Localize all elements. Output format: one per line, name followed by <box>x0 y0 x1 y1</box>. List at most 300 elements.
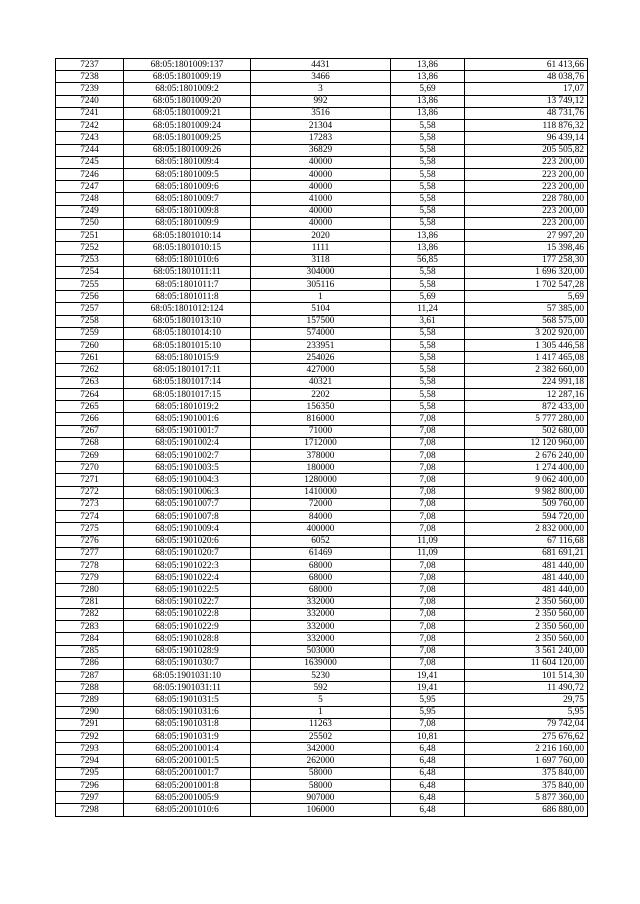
row-number-cell: 7261 <box>56 352 124 364</box>
table-row <box>56 718 588 730</box>
cadastral-value-cell: 1 274 400,00 <box>465 462 588 474</box>
cadastral-number-cell: 68:05:1801011:11 <box>124 266 251 278</box>
area-cell: 1410000 <box>251 486 391 498</box>
cadastral-value-cell: 224 991,18 <box>465 376 588 388</box>
row-number-cell: 7274 <box>56 511 124 523</box>
row-number-cell: 7296 <box>56 779 124 791</box>
table-row <box>56 144 588 156</box>
cadastral-value-cell: 481 440,00 <box>465 584 588 596</box>
specific-value-cell: 5,58 <box>391 266 465 278</box>
row-number-cell: 7246 <box>56 168 124 180</box>
row-number-cell: 7264 <box>56 388 124 400</box>
specific-value-cell: 3,61 <box>391 315 465 327</box>
table-row <box>56 694 588 706</box>
cadastral-number-cell: 68:05:2001001:4 <box>124 743 251 755</box>
row-number-cell: 7281 <box>56 596 124 608</box>
cadastral-number-cell: 68:05:1801009:8 <box>124 205 251 217</box>
table-row <box>56 278 588 290</box>
specific-value-cell: 5,58 <box>391 120 465 132</box>
specific-value-cell: 7,08 <box>391 596 465 608</box>
area-cell: 36829 <box>251 144 391 156</box>
specific-value-cell: 7,08 <box>391 474 465 486</box>
cadastral-number-cell: 68:05:1801009:26 <box>124 144 251 156</box>
cadastral-number-cell: 68:05:1901002:4 <box>124 437 251 449</box>
specific-value-cell: 10,81 <box>391 731 465 743</box>
table-row <box>56 95 588 107</box>
specific-value-cell: 6,48 <box>391 792 465 804</box>
specific-value-cell: 5,58 <box>391 376 465 388</box>
cadastral-value-cell: 5,95 <box>465 706 588 718</box>
cadastral-value-cell: 11 490,72 <box>465 682 588 694</box>
cadastral-number-cell: 68:05:1901031:8 <box>124 718 251 730</box>
cadastral-number-cell: 68:05:1901009:4 <box>124 523 251 535</box>
table-row <box>56 291 588 303</box>
cadastral-number-cell: 68:05:1801015:9 <box>124 352 251 364</box>
cadastral-number-cell: 68:05:1801009:20 <box>124 95 251 107</box>
area-cell: 1 <box>251 706 391 718</box>
specific-value-cell: 7,08 <box>391 645 465 657</box>
table-row <box>56 388 588 400</box>
area-cell: 332000 <box>251 621 391 633</box>
cadastral-number-cell: 68:05:1901022:8 <box>124 608 251 620</box>
table-body <box>56 59 588 817</box>
cadastral-value-cell: 1 305 446,58 <box>465 340 588 352</box>
row-number-cell: 7285 <box>56 645 124 657</box>
cadastral-value-table <box>55 58 588 817</box>
cadastral-number-cell: 68:05:1901022:4 <box>124 572 251 584</box>
table-row <box>56 584 588 596</box>
specific-value-cell: 19,41 <box>391 669 465 681</box>
area-cell: 574000 <box>251 327 391 339</box>
area-cell: 427000 <box>251 364 391 376</box>
table-row <box>56 352 588 364</box>
cadastral-value-cell: 1 697 760,00 <box>465 755 588 767</box>
row-number-cell: 7252 <box>56 242 124 254</box>
row-number-cell: 7256 <box>56 291 124 303</box>
cadastral-value-cell: 17,07 <box>465 83 588 95</box>
area-cell: 40000 <box>251 217 391 229</box>
specific-value-cell: 5,95 <box>391 694 465 706</box>
specific-value-cell: 7,08 <box>391 572 465 584</box>
cadastral-value-cell: 2 350 560,00 <box>465 608 588 620</box>
specific-value-cell: 5,58 <box>391 388 465 400</box>
table-row <box>56 608 588 620</box>
table-row <box>56 168 588 180</box>
row-number-cell: 7282 <box>56 608 124 620</box>
cadastral-value-cell: 2 676 240,00 <box>465 450 588 462</box>
row-number-cell: 7268 <box>56 437 124 449</box>
cadastral-number-cell: 68:05:1801015:10 <box>124 340 251 352</box>
area-cell: 378000 <box>251 450 391 462</box>
cadastral-number-cell: 68:05:1801009:2 <box>124 83 251 95</box>
cadastral-number-cell: 68:05:1801017:15 <box>124 388 251 400</box>
row-number-cell: 7272 <box>56 486 124 498</box>
table-row <box>56 303 588 315</box>
area-cell: 503000 <box>251 645 391 657</box>
area-cell: 41000 <box>251 193 391 205</box>
area-cell: 6052 <box>251 535 391 547</box>
cadastral-number-cell: 68:05:1901031:9 <box>124 731 251 743</box>
cadastral-number-cell: 68:05:2001001:8 <box>124 779 251 791</box>
table-row <box>56 315 588 327</box>
area-cell: 816000 <box>251 413 391 425</box>
cadastral-number-cell: 68:05:1801009:21 <box>124 107 251 119</box>
cadastral-number-cell: 68:05:1901031:6 <box>124 706 251 718</box>
area-cell: 3516 <box>251 107 391 119</box>
table-row <box>56 535 588 547</box>
specific-value-cell: 5,58 <box>391 156 465 168</box>
specific-value-cell: 6,48 <box>391 755 465 767</box>
row-number-cell: 7271 <box>56 474 124 486</box>
area-cell: 157500 <box>251 315 391 327</box>
cadastral-number-cell: 68:05:1801017:14 <box>124 376 251 388</box>
cadastral-value-cell: 5,69 <box>465 291 588 303</box>
cadastral-value-cell: 594 720,00 <box>465 511 588 523</box>
cadastral-number-cell: 68:05:1901002:7 <box>124 450 251 462</box>
area-cell: 21304 <box>251 120 391 132</box>
table-row <box>56 596 588 608</box>
table-row <box>56 83 588 95</box>
area-cell: 332000 <box>251 608 391 620</box>
table-row <box>56 413 588 425</box>
specific-value-cell: 5,58 <box>391 364 465 376</box>
cadastral-value-cell: 57 385,00 <box>465 303 588 315</box>
specific-value-cell: 5,58 <box>391 340 465 352</box>
area-cell: 907000 <box>251 792 391 804</box>
table-row <box>56 792 588 804</box>
row-number-cell: 7283 <box>56 621 124 633</box>
specific-value-cell: 11,09 <box>391 535 465 547</box>
specific-value-cell: 5,69 <box>391 83 465 95</box>
specific-value-cell: 5,58 <box>391 278 465 290</box>
area-cell: 72000 <box>251 498 391 510</box>
cadastral-number-cell: 68:05:1801010:14 <box>124 230 251 242</box>
row-number-cell: 7245 <box>56 156 124 168</box>
row-number-cell: 7257 <box>56 303 124 315</box>
area-cell: 5230 <box>251 669 391 681</box>
cadastral-number-cell: 68:05:1801009:19 <box>124 71 251 83</box>
table-row <box>56 107 588 119</box>
cadastral-value-cell: 2 216 160,00 <box>465 743 588 755</box>
cadastral-number-cell: 68:05:1901007:7 <box>124 498 251 510</box>
cadastral-value-cell: 502 680,00 <box>465 425 588 437</box>
specific-value-cell: 7,08 <box>391 498 465 510</box>
specific-value-cell: 7,08 <box>391 511 465 523</box>
table-row <box>56 731 588 743</box>
cadastral-value-cell: 275 676,62 <box>465 731 588 743</box>
area-cell: 3118 <box>251 254 391 266</box>
area-cell: 1639000 <box>251 657 391 669</box>
specific-value-cell: 11,09 <box>391 547 465 559</box>
specific-value-cell: 7,08 <box>391 425 465 437</box>
row-number-cell: 7292 <box>56 731 124 743</box>
table-row <box>56 181 588 193</box>
specific-value-cell: 7,08 <box>391 657 465 669</box>
cadastral-value-cell: 223 200,00 <box>465 168 588 180</box>
cadastral-value-cell: 2 832 000,00 <box>465 523 588 535</box>
area-cell: 400000 <box>251 523 391 535</box>
row-number-cell: 7289 <box>56 694 124 706</box>
row-number-cell: 7241 <box>56 107 124 119</box>
table-row <box>56 572 588 584</box>
cadastral-value-cell: 509 760,00 <box>465 498 588 510</box>
cadastral-number-cell: 68:05:1901006:3 <box>124 486 251 498</box>
cadastral-number-cell: 68:05:2001001:5 <box>124 755 251 767</box>
specific-value-cell: 7,08 <box>391 633 465 645</box>
specific-value-cell: 7,08 <box>391 718 465 730</box>
row-number-cell: 7269 <box>56 450 124 462</box>
cadastral-value-cell: 3 202 920,00 <box>465 327 588 339</box>
specific-value-cell: 7,08 <box>391 621 465 633</box>
table-row <box>56 547 588 559</box>
cadastral-value-cell: 1 417 465,08 <box>465 352 588 364</box>
specific-value-cell: 7,08 <box>391 486 465 498</box>
cadastral-number-cell: 68:05:2001005:9 <box>124 792 251 804</box>
area-cell: 262000 <box>251 755 391 767</box>
row-number-cell: 7267 <box>56 425 124 437</box>
row-number-cell: 7278 <box>56 559 124 571</box>
row-number-cell: 7287 <box>56 669 124 681</box>
cadastral-value-cell: 13 749,12 <box>465 95 588 107</box>
table-row <box>56 633 588 645</box>
row-number-cell: 7240 <box>56 95 124 107</box>
table-row <box>56 743 588 755</box>
row-number-cell: 7266 <box>56 413 124 425</box>
cadastral-number-cell: 68:05:1901003:5 <box>124 462 251 474</box>
row-number-cell: 7279 <box>56 572 124 584</box>
specific-value-cell: 7,08 <box>391 437 465 449</box>
specific-value-cell: 13,86 <box>391 59 465 71</box>
cadastral-number-cell: 68:05:1901031:11 <box>124 682 251 694</box>
table-row <box>56 205 588 217</box>
cadastral-value-cell: 11 604 120,00 <box>465 657 588 669</box>
cadastral-value-cell: 205 505,82 <box>465 144 588 156</box>
area-cell: 68000 <box>251 559 391 571</box>
cadastral-number-cell: 68:05:1901004:3 <box>124 474 251 486</box>
cadastral-value-cell: 61 413,66 <box>465 59 588 71</box>
specific-value-cell: 7,08 <box>391 584 465 596</box>
row-number-cell: 7254 <box>56 266 124 278</box>
row-number-cell: 7237 <box>56 59 124 71</box>
specific-value-cell: 5,58 <box>391 181 465 193</box>
cadastral-value-cell: 681 691,21 <box>465 547 588 559</box>
cadastral-value-cell: 118 876,32 <box>465 120 588 132</box>
specific-value-cell: 5,58 <box>391 193 465 205</box>
specific-value-cell: 13,86 <box>391 71 465 83</box>
cadastral-value-cell: 12 120 960,00 <box>465 437 588 449</box>
row-number-cell: 7260 <box>56 340 124 352</box>
specific-value-cell: 7,08 <box>391 523 465 535</box>
cadastral-value-cell: 223 200,00 <box>465 181 588 193</box>
area-cell: 254026 <box>251 352 391 364</box>
cadastral-value-cell: 375 840,00 <box>465 767 588 779</box>
area-cell: 25502 <box>251 731 391 743</box>
area-cell: 5 <box>251 694 391 706</box>
table-row <box>56 804 588 816</box>
row-number-cell: 7291 <box>56 718 124 730</box>
specific-value-cell: 6,48 <box>391 779 465 791</box>
cadastral-number-cell: 68:05:1901020:6 <box>124 535 251 547</box>
row-number-cell: 7288 <box>56 682 124 694</box>
cadastral-value-cell: 67 116,68 <box>465 535 588 547</box>
area-cell: 11263 <box>251 718 391 730</box>
area-cell: 1712000 <box>251 437 391 449</box>
cadastral-number-cell: 68:05:1901001:7 <box>124 425 251 437</box>
row-number-cell: 7265 <box>56 401 124 413</box>
specific-value-cell: 19,41 <box>391 682 465 694</box>
row-number-cell: 7298 <box>56 804 124 816</box>
cadastral-number-cell: 68:05:1901001:6 <box>124 413 251 425</box>
area-cell: 3 <box>251 83 391 95</box>
area-cell: 71000 <box>251 425 391 437</box>
area-cell: 40000 <box>251 168 391 180</box>
row-number-cell: 7286 <box>56 657 124 669</box>
cadastral-value-cell: 2 350 560,00 <box>465 621 588 633</box>
table-row <box>56 71 588 83</box>
area-cell: 180000 <box>251 462 391 474</box>
cadastral-value-cell: 481 440,00 <box>465 559 588 571</box>
table-row <box>56 376 588 388</box>
specific-value-cell: 56,85 <box>391 254 465 266</box>
table-row <box>56 450 588 462</box>
specific-value-cell: 5,58 <box>391 217 465 229</box>
table-row <box>56 364 588 376</box>
table-row <box>56 230 588 242</box>
specific-value-cell: 6,48 <box>391 804 465 816</box>
table-row <box>56 437 588 449</box>
cadastral-value-cell: 872 433,00 <box>465 401 588 413</box>
cadastral-number-cell: 68:05:1801019:2 <box>124 401 251 413</box>
cadastral-value-cell: 101 514,30 <box>465 669 588 681</box>
cadastral-value-cell: 5 877 360,00 <box>465 792 588 804</box>
specific-value-cell: 5,58 <box>391 205 465 217</box>
cadastral-value-cell: 2 350 560,00 <box>465 596 588 608</box>
area-cell: 40000 <box>251 181 391 193</box>
specific-value-cell: 13,86 <box>391 95 465 107</box>
row-number-cell: 7249 <box>56 205 124 217</box>
table-row <box>56 486 588 498</box>
cadastral-number-cell: 68:05:1901022:3 <box>124 559 251 571</box>
row-number-cell: 7295 <box>56 767 124 779</box>
cadastral-number-cell: 68:05:1801012:124 <box>124 303 251 315</box>
table-row <box>56 779 588 791</box>
table-row <box>56 327 588 339</box>
cadastral-number-cell: 68:05:1801009:4 <box>124 156 251 168</box>
row-number-cell: 7263 <box>56 376 124 388</box>
cadastral-value-cell: 27 997,20 <box>465 230 588 242</box>
cadastral-value-cell: 9 982 800,00 <box>465 486 588 498</box>
cadastral-number-cell: 68:05:1801010:15 <box>124 242 251 254</box>
cadastral-value-cell: 568 575,00 <box>465 315 588 327</box>
table-row <box>56 523 588 535</box>
cadastral-number-cell: 68:05:1801014:10 <box>124 327 251 339</box>
area-cell: 68000 <box>251 584 391 596</box>
cadastral-number-cell: 68:05:2001010:6 <box>124 804 251 816</box>
area-cell: 1280000 <box>251 474 391 486</box>
cadastral-value-cell: 2 350 560,00 <box>465 633 588 645</box>
table-row <box>56 254 588 266</box>
cadastral-number-cell: 68:05:1901022:5 <box>124 584 251 596</box>
row-number-cell: 7294 <box>56 755 124 767</box>
table-row <box>56 156 588 168</box>
row-number-cell: 7273 <box>56 498 124 510</box>
cadastral-number-cell: 68:05:1901031:10 <box>124 669 251 681</box>
row-number-cell: 7277 <box>56 547 124 559</box>
table-row <box>56 242 588 254</box>
table-row <box>56 682 588 694</box>
specific-value-cell: 7,08 <box>391 608 465 620</box>
table-row <box>56 462 588 474</box>
specific-value-cell: 5,95 <box>391 706 465 718</box>
area-cell: 40321 <box>251 376 391 388</box>
area-cell: 332000 <box>251 633 391 645</box>
cadastral-value-cell: 1 702 547,28 <box>465 278 588 290</box>
specific-value-cell: 5,58 <box>391 352 465 364</box>
area-cell: 332000 <box>251 596 391 608</box>
specific-value-cell: 13,86 <box>391 230 465 242</box>
cadastral-value-cell: 96 439,14 <box>465 132 588 144</box>
row-number-cell: 7248 <box>56 193 124 205</box>
cadastral-value-cell: 1 696 320,00 <box>465 266 588 278</box>
table-row <box>56 59 588 71</box>
area-cell: 2202 <box>251 388 391 400</box>
area-cell: 84000 <box>251 511 391 523</box>
area-cell: 233951 <box>251 340 391 352</box>
area-cell: 3466 <box>251 71 391 83</box>
row-number-cell: 7244 <box>56 144 124 156</box>
specific-value-cell: 6,48 <box>391 767 465 779</box>
row-number-cell: 7275 <box>56 523 124 535</box>
row-number-cell: 7253 <box>56 254 124 266</box>
row-number-cell: 7258 <box>56 315 124 327</box>
specific-value-cell: 5,58 <box>391 168 465 180</box>
cadastral-value-cell: 9 062 400,00 <box>465 474 588 486</box>
cadastral-number-cell: 68:05:1801009:137 <box>124 59 251 71</box>
cadastral-value-cell: 5 777 280,00 <box>465 413 588 425</box>
cadastral-number-cell: 68:05:1801017:11 <box>124 364 251 376</box>
specific-value-cell: 5,69 <box>391 291 465 303</box>
table-row <box>56 621 588 633</box>
cadastral-value-cell: 29,75 <box>465 694 588 706</box>
table-row <box>56 266 588 278</box>
cadastral-value-cell: 223 200,00 <box>465 205 588 217</box>
area-cell: 106000 <box>251 804 391 816</box>
specific-value-cell: 7,08 <box>391 450 465 462</box>
cadastral-number-cell: 68:05:1901031:5 <box>124 694 251 706</box>
cadastral-value-cell: 375 840,00 <box>465 779 588 791</box>
area-cell: 1 <box>251 291 391 303</box>
area-cell: 40000 <box>251 205 391 217</box>
specific-value-cell: 5,58 <box>391 401 465 413</box>
specific-value-cell: 11,24 <box>391 303 465 315</box>
table-row <box>56 559 588 571</box>
cadastral-value-cell: 686 880,00 <box>465 804 588 816</box>
area-cell: 2020 <box>251 230 391 242</box>
row-number-cell: 7293 <box>56 743 124 755</box>
specific-value-cell: 5,58 <box>391 327 465 339</box>
cadastral-number-cell: 68:05:1801009:25 <box>124 132 251 144</box>
table-row <box>56 767 588 779</box>
cadastral-number-cell: 68:05:1801011:8 <box>124 291 251 303</box>
row-number-cell: 7297 <box>56 792 124 804</box>
row-number-cell: 7242 <box>56 120 124 132</box>
area-cell: 1111 <box>251 242 391 254</box>
cadastral-number-cell: 68:05:1801009:9 <box>124 217 251 229</box>
cadastral-number-cell: 68:05:1901028:9 <box>124 645 251 657</box>
row-number-cell: 7290 <box>56 706 124 718</box>
cadastral-value-cell: 223 200,00 <box>465 217 588 229</box>
cadastral-value-cell: 3 561 240,00 <box>465 645 588 657</box>
